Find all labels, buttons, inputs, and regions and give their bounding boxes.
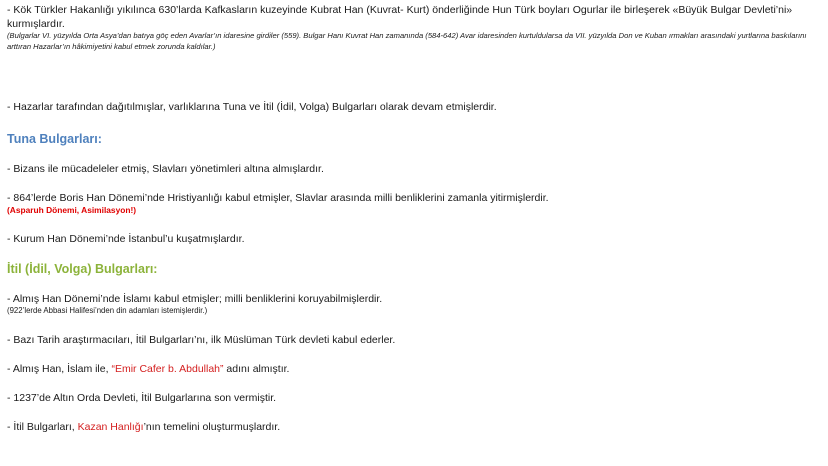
- itil-item-3-block: [7, 362, 823, 376]
- tuna-item-2: - 864’lerde Boris Han Dönemi’nde Hristiyanlığı kabul etmişler, Slavlar arasında milli benliklerini zamanla yitirmişlerdir.: [7, 192, 549, 204]
- tuna-item-3-block: [7, 232, 823, 246]
- tuna-item-1-block: [7, 162, 823, 176]
- itil-heading-block: [7, 261, 823, 277]
- itil-item-3: [7, 362, 823, 376]
- itil-item-5-pre: - İtil Bulgarları,: [7, 421, 78, 433]
- itil-item-4-block: [7, 391, 823, 405]
- itil-item-3-pre: - Almış Han, İslam ile,: [7, 363, 112, 375]
- itil-item-1-block: [7, 292, 823, 316]
- itil-item-1-note: (922’lerde Abbasi Halifesi’nden din adamları istemişlerdir.): [7, 306, 208, 315]
- itil-item-1: - Almış Han Dönemi’nde İslamı kabul etmişler; milli benliklerini koruyabilmişlerdir.: [7, 293, 383, 305]
- itil-item-2: - Bazı Tarih araştırmacıları, İtil Bulgarları’nı, ilk Müslüman Türk devleti kabul ederler.: [7, 334, 396, 346]
- tuna-heading: Tuna Bulgarları:: [7, 132, 102, 146]
- intro-block: [7, 3, 823, 52]
- hazar-block: [7, 100, 823, 114]
- tuna-item-3: - Kurum Han Dönemi’nde İstanbul’u kuşatmışlardır.: [7, 233, 245, 245]
- itil-item-2-block: [7, 333, 823, 347]
- itil-item-3-post: adını almıştır.: [223, 363, 290, 375]
- itil-item-4: - 1237’de Altın Orda Devleti, İtil Bulgarlarına son vermiştir.: [7, 392, 277, 404]
- tuna-item-1: - Bizans ile mücadeleler etmiş, Slavları yönetimleri altına almışlardır.: [7, 163, 324, 175]
- kazan-hanligi-highlight: Kazan Hanlığı: [77, 421, 144, 433]
- intro-text: - Kök Türkler Hakanlığı yıkılınca 630’larda Kafkasların kuzeyinde Kubrat Han (Kuvrat- Kurt) önderliğinde Hun Türk boyları Ogurlar ile birleşerek «Büyük Bulgar Devleti’ni» kurmışlardır.: [7, 4, 793, 30]
- emir-cafer-highlight: “Emir Cafer b. Abdullah”: [111, 363, 224, 375]
- tuna-item-2-block: [7, 191, 823, 216]
- tuna-item-2-note: (Asparuh Dönemi, Asimilasyon!): [7, 205, 137, 215]
- intro-note: (Bulgarlar VI. yüzyılda Orta Asya’dan batıya göç eden Avarlar’ın idaresine girdiler (559). Bulgar Hanı Kuvrat Han zamanında (584-642) Avar idaresinden kurtuldularsa da VII. yüzyılda Don ve Kuban ırmakları arasındaki yurtlarına baskılarını arttıran Hazarlar’ın hâkimiyetini kabul etmek zorunda kaldılar.): [7, 31, 807, 51]
- itil-heading: İtil (İdil, Volga) Bulgarları:: [7, 262, 158, 276]
- tuna-heading-block: [7, 131, 823, 147]
- hazar-line: - Hazarlar tarafından dağıtılmışlar, varlıklarına Tuna ve İtil (İdil, Volga) Bulgarları olarak devam etmişlerdir.: [7, 101, 497, 113]
- itil-item-5: [7, 420, 823, 434]
- itil-item-5-block: [7, 420, 823, 434]
- itil-item-5-post: ’nın temelini oluşturmuşlardır.: [143, 421, 281, 433]
